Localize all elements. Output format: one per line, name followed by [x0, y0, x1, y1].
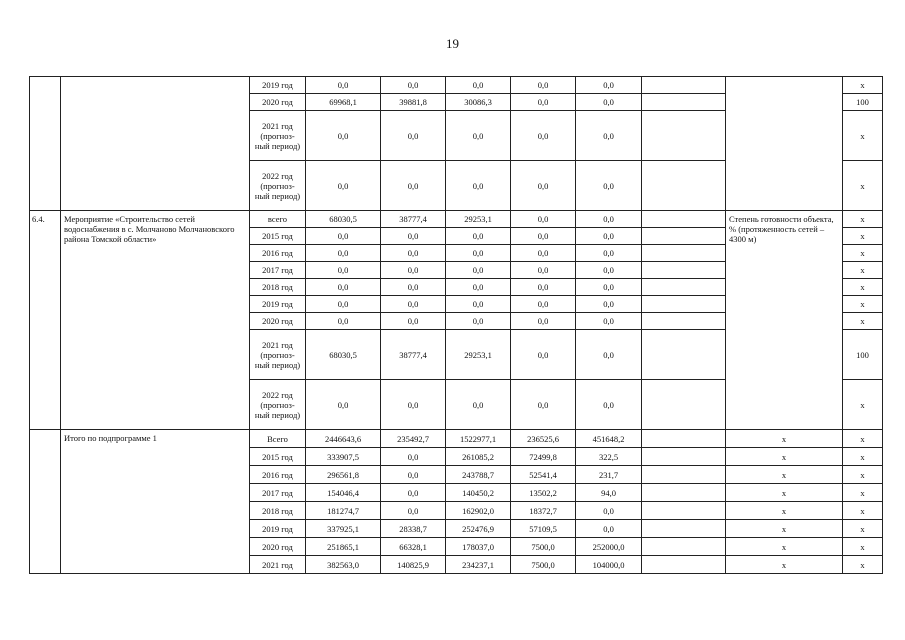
value-cell: 0,0 — [381, 380, 446, 430]
indicator-cell: Степень готовности объекта, % (протяженность сетей – 4300 м) — [726, 211, 843, 430]
value-cell: 0,0 — [576, 330, 642, 380]
value-cell: 0,0 — [446, 245, 511, 262]
year-cell: 2020 год — [250, 538, 306, 556]
value-cell: 0,0 — [446, 161, 511, 211]
value-cell: 0,0 — [576, 161, 642, 211]
value-cell: 0,0 — [576, 313, 642, 330]
value-cell: 0,0 — [511, 313, 576, 330]
value-cell: 0,0 — [576, 94, 642, 111]
target-value-cell: 100 — [843, 94, 883, 111]
item-title-cell — [61, 77, 250, 211]
value-cell: 0,0 — [511, 111, 576, 161]
value-cell: 154046,4 — [306, 484, 381, 502]
year-cell: 2019 год — [250, 77, 306, 94]
target-value-cell: x — [843, 466, 883, 484]
value-cell: 29253,1 — [446, 330, 511, 380]
value-cell: 72499,8 — [511, 448, 576, 466]
value-cell: 0,0 — [381, 484, 446, 502]
value-cell: 231,7 — [576, 466, 642, 484]
value-cell: 94,0 — [576, 484, 642, 502]
page-number: 19 — [446, 36, 459, 51]
empty-cell — [642, 502, 726, 520]
value-cell: 0,0 — [381, 77, 446, 94]
indicator-cell: x — [726, 502, 843, 520]
value-cell: 261085,2 — [446, 448, 511, 466]
year-cell: 2017 год — [250, 484, 306, 502]
value-cell: 66328,1 — [381, 538, 446, 556]
year-cell: 2016 год — [250, 466, 306, 484]
value-cell: 0,0 — [511, 330, 576, 380]
year-cell: 2021 год — [250, 556, 306, 574]
value-cell: 322,5 — [576, 448, 642, 466]
value-cell: 0,0 — [576, 211, 642, 228]
empty-cell — [642, 538, 726, 556]
value-cell: 252000,0 — [576, 538, 642, 556]
value-cell: 0,0 — [576, 262, 642, 279]
value-cell: 29253,1 — [446, 211, 511, 228]
value-cell: 0,0 — [446, 77, 511, 94]
value-cell: 0,0 — [576, 111, 642, 161]
target-value-cell: x — [843, 262, 883, 279]
year-cell: 2017 год — [250, 262, 306, 279]
target-value-cell: x — [843, 296, 883, 313]
value-cell: 0,0 — [511, 228, 576, 245]
year-cell: 2021 год (прогноз-ный период) — [250, 111, 306, 161]
value-cell: 0,0 — [511, 77, 576, 94]
empty-cell — [642, 556, 726, 574]
empty-cell — [642, 520, 726, 538]
value-cell: 52541,4 — [511, 466, 576, 484]
empty-cell — [642, 94, 726, 111]
value-cell: 0,0 — [576, 279, 642, 296]
empty-cell — [642, 430, 726, 448]
target-value-cell: x — [843, 279, 883, 296]
value-cell: 0,0 — [576, 502, 642, 520]
value-cell: 234237,1 — [446, 556, 511, 574]
value-cell: 0,0 — [511, 262, 576, 279]
value-cell: 0,0 — [446, 380, 511, 430]
value-cell: 0,0 — [511, 380, 576, 430]
value-cell: 0,0 — [306, 313, 381, 330]
value-cell: 0,0 — [381, 161, 446, 211]
value-cell: 296561,8 — [306, 466, 381, 484]
value-cell: 0,0 — [381, 466, 446, 484]
value-cell: 13502,2 — [511, 484, 576, 502]
value-cell: 7500,0 — [511, 556, 576, 574]
value-cell: 104000,0 — [576, 556, 642, 574]
year-cell: 2020 год — [250, 313, 306, 330]
target-value-cell: 100 — [843, 330, 883, 380]
empty-cell — [642, 111, 726, 161]
year-cell: всего — [250, 211, 306, 228]
value-cell: 0,0 — [306, 380, 381, 430]
value-cell: 0,0 — [576, 245, 642, 262]
empty-cell — [642, 380, 726, 430]
value-cell: 0,0 — [576, 77, 642, 94]
value-cell: 0,0 — [381, 448, 446, 466]
indicator-cell: x — [726, 448, 843, 466]
year-cell: 2018 год — [250, 279, 306, 296]
table-row — [30, 211, 883, 228]
value-cell: 0,0 — [576, 296, 642, 313]
item-title-cell: Мероприятие «Строительство сетей водоснабжения в с. Молчаново Молчановского района Томской области» — [61, 211, 250, 430]
value-cell: 0,0 — [446, 111, 511, 161]
value-cell: 0,0 — [446, 313, 511, 330]
target-value-cell: x — [843, 484, 883, 502]
indicator-cell: x — [726, 430, 843, 448]
value-cell: 333907,5 — [306, 448, 381, 466]
target-value-cell: x — [843, 161, 883, 211]
value-cell: 1522977,1 — [446, 430, 511, 448]
target-value-cell: x — [843, 556, 883, 574]
empty-cell — [642, 313, 726, 330]
value-cell: 0,0 — [446, 262, 511, 279]
empty-cell — [642, 296, 726, 313]
target-value-cell: x — [843, 111, 883, 161]
value-cell: 0,0 — [306, 262, 381, 279]
value-cell: 0,0 — [511, 245, 576, 262]
value-cell: 38777,4 — [381, 211, 446, 228]
value-cell: 243788,7 — [446, 466, 511, 484]
value-cell: 30086,3 — [446, 94, 511, 111]
item-number-cell — [30, 77, 61, 211]
target-value-cell: x — [843, 448, 883, 466]
value-cell: 68030,5 — [306, 330, 381, 380]
year-cell: 2020 год — [250, 94, 306, 111]
value-cell: 0,0 — [381, 228, 446, 245]
value-cell: 7500,0 — [511, 538, 576, 556]
value-cell: 252476,9 — [446, 520, 511, 538]
value-cell: 0,0 — [446, 228, 511, 245]
value-cell: 382563,0 — [306, 556, 381, 574]
value-cell: 140450,2 — [446, 484, 511, 502]
value-cell: 337925,1 — [306, 520, 381, 538]
empty-cell — [642, 330, 726, 380]
target-value-cell: x — [843, 380, 883, 430]
value-cell: 0,0 — [306, 111, 381, 161]
value-cell: 0,0 — [306, 228, 381, 245]
empty-cell — [642, 262, 726, 279]
item-title-cell: Итого по подпрограмме 1 — [61, 430, 250, 574]
value-cell: 0,0 — [446, 279, 511, 296]
indicator-cell — [726, 77, 843, 211]
empty-cell — [642, 448, 726, 466]
target-value-cell: x — [843, 313, 883, 330]
value-cell: 0,0 — [306, 296, 381, 313]
value-cell: 0,0 — [381, 502, 446, 520]
value-cell: 0,0 — [306, 77, 381, 94]
value-cell: 0,0 — [306, 279, 381, 296]
value-cell: 0,0 — [381, 111, 446, 161]
empty-cell — [642, 211, 726, 228]
value-cell: 0,0 — [381, 296, 446, 313]
value-cell: 0,0 — [381, 313, 446, 330]
value-cell: 0,0 — [446, 296, 511, 313]
empty-cell — [642, 161, 726, 211]
value-cell: 68030,5 — [306, 211, 381, 228]
value-cell: 162902,0 — [446, 502, 511, 520]
indicator-cell: x — [726, 466, 843, 484]
value-cell: 0,0 — [381, 245, 446, 262]
value-cell: 235492,7 — [381, 430, 446, 448]
year-cell: 2019 год — [250, 520, 306, 538]
budget-table — [29, 76, 883, 574]
indicator-cell: x — [726, 484, 843, 502]
value-cell: 2446643,6 — [306, 430, 381, 448]
empty-cell — [642, 466, 726, 484]
value-cell: 140825,9 — [381, 556, 446, 574]
value-cell: 57109,5 — [511, 520, 576, 538]
year-cell: 2015 год — [250, 228, 306, 245]
empty-cell — [642, 245, 726, 262]
target-value-cell: x — [843, 538, 883, 556]
value-cell: 236525,6 — [511, 430, 576, 448]
value-cell: 0,0 — [511, 296, 576, 313]
value-cell: 39881,8 — [381, 94, 446, 111]
value-cell: 0,0 — [306, 161, 381, 211]
value-cell: 0,0 — [511, 211, 576, 228]
year-cell: 2019 год — [250, 296, 306, 313]
year-cell: 2018 год — [250, 502, 306, 520]
item-number-cell — [30, 430, 61, 574]
value-cell: 69968,1 — [306, 94, 381, 111]
table-row — [30, 430, 883, 448]
target-value-cell: x — [843, 520, 883, 538]
year-cell: 2015 год — [250, 448, 306, 466]
value-cell: 0,0 — [576, 380, 642, 430]
target-value-cell: x — [843, 502, 883, 520]
indicator-cell: x — [726, 538, 843, 556]
value-cell: 18372,7 — [511, 502, 576, 520]
target-value-cell: x — [843, 211, 883, 228]
year-cell: Всего — [250, 430, 306, 448]
year-cell: 2021 год (прогноз-ный период) — [250, 330, 306, 380]
empty-cell — [642, 484, 726, 502]
value-cell: 0,0 — [511, 161, 576, 211]
empty-cell — [642, 77, 726, 94]
value-cell: 251865,1 — [306, 538, 381, 556]
value-cell: 0,0 — [381, 262, 446, 279]
empty-cell — [642, 279, 726, 296]
year-cell: 2016 год — [250, 245, 306, 262]
value-cell: 38777,4 — [381, 330, 446, 380]
value-cell: 451648,2 — [576, 430, 642, 448]
year-cell: 2022 год (прогноз-ный период) — [250, 380, 306, 430]
value-cell: 181274,7 — [306, 502, 381, 520]
target-value-cell: x — [843, 228, 883, 245]
empty-cell — [642, 228, 726, 245]
year-cell: 2022 год (прогноз-ный период) — [250, 161, 306, 211]
indicator-cell: x — [726, 520, 843, 538]
table-row — [30, 77, 883, 94]
target-value-cell: x — [843, 77, 883, 94]
value-cell: 0,0 — [576, 228, 642, 245]
value-cell: 178037,0 — [446, 538, 511, 556]
indicator-cell: x — [726, 556, 843, 574]
table-body — [30, 77, 883, 574]
target-value-cell: x — [843, 245, 883, 262]
item-number-cell: 6.4. — [30, 211, 61, 430]
value-cell: 0,0 — [381, 279, 446, 296]
value-cell: 0,0 — [511, 279, 576, 296]
value-cell: 0,0 — [576, 520, 642, 538]
target-value-cell: x — [843, 430, 883, 448]
value-cell: 0,0 — [511, 94, 576, 111]
value-cell: 0,0 — [306, 245, 381, 262]
value-cell: 28338,7 — [381, 520, 446, 538]
